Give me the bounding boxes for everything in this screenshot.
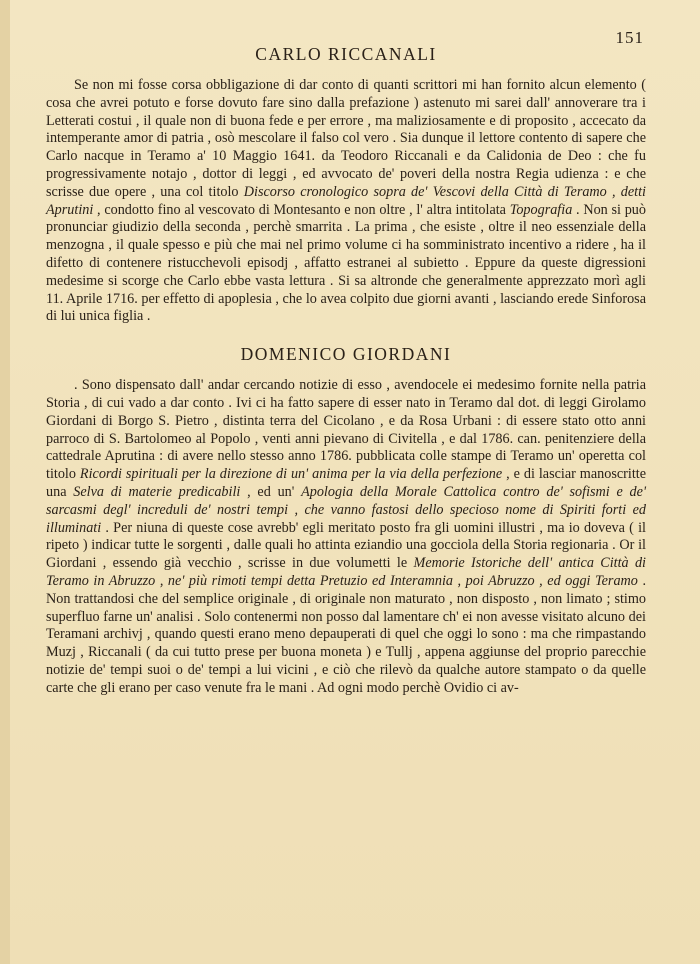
text-run: . Non trattandosi che del semplice originale , di originale non maturato , non disposto , non limato ; stimo superfluo farne un' analisi . Solo contenermi non posso dal lamentare ch' ei non avesse visitato alcuno dei Teramani archivj , quando questi erano meno depauperati di quel che oggi lo sono : ma che rimpastando Muzj , Riccanali ( da cui tutto prese per buona moneta ) e Tullj , appena aggiunse del proprio parecchie notizie de' tempi suoi o de' tempi a lui vicini , e ciò che rilevò da qualche autore stampato o da quelle carte che gli erano per caso venute fra le mani . Ad ogni modo perchè Ovidio ci av- — [46, 572, 647, 696]
section-heading-riccanali: CARLO RICCANALI — [255, 44, 437, 64]
italic-title: Memorie Istoriche dell' antica Città di Teramo in Abruzzo , ne' più rimoti tempi detta Pretuzio ed Interamnia , poi Abruzzo , ed oggi Teramo — [46, 555, 646, 589]
section-heading-giordani: DOMENICO GIORDANI — [240, 344, 452, 365]
text-run: , condotto fino al vescovato di Montesanto e non oltre , l' altra intitolata — [93, 201, 510, 218]
page-number: 151 — [615, 28, 644, 47]
text-run: , ed un' — [240, 483, 302, 500]
text-run: . Sono dispensato dall' andar cercando notizie di esso , avendocele ei medesimo fornite nella patria Storia , di cui vado a dar conto . Ivi ci ha fatto sapere di esser nato in Teramo dal dot. di leggi Girolamo Giordani di Borgo S. Pietro , distinta terra del Cicolano , e da Rosa Urbani : di essere stato otto anni parroco di S. Bartolomeo al Popolo , venti anni pievano di Civitella , e dal 1786. can. penitenziere della cattedrale Aprutina : di avere nello stesso anno 1786. pubblicata colle stampe di Teramo un' operetta col titolo — [46, 377, 646, 483]
italic-title: Ricordi spirituali per la direzione di un' anima per la via della perfezione — [79, 466, 503, 483]
italic-title: Selva di materie predicabili — [73, 483, 241, 500]
page-content — [46, 44, 646, 698]
text-run: . Non si può pronunciar giudizio della seconda , perchè smarrita . La prima , che esiste , oltre il neo essenziale della menzogna , il quale spesso e più che mai nel primo volume ci ha somministrato incentivo a ridere , ha il difetto di contenere ristucchevoli episodj , affatto estranei al subietto . Eppure da queste digressioni medesime si scorge che Carlo ebbe vasta lettura . Si sa altronde che generalmente apprezzato morì agli 11. Aprile 1716. per effetto di apoplesia , che lo avea colpito due giorni avanti , lasciando erede Sinforosa di lui unica figlia . — [46, 201, 646, 325]
text-run: Se non mi fosse corsa obbligazione di dar conto di quanti scrittori mi han fornito alcun elemento ( cosa che avrei potuto e forse dovuto fare sino dalla prefazione ) astenuto mi sarei dall' annoverare tra i Letterati costui , il quale non di buona fede e per errore , ma maliziosamente e di proposito , accecato da intemperante amor di patria , osò mescolare il falso col vero . Sia dunque il lettore contento di sapere che Carlo nacque in Teramo a' 10 Maggio 1641. da Teodoro Riccanali e da Calidonia de Deo : che fu progressivamente notajo , dottor di leggi , ed avvocato de' poveri della nostra Regia udienza : e che scrisse due opere , una col titolo — [46, 77, 646, 200]
italic-title: Topografia — [509, 201, 573, 218]
section-body-riccanali — [46, 77, 646, 326]
italic-title: Discorso cronologico sopra de' Vescovi della Città di Teramo , detti Aprutini — [46, 183, 646, 218]
text-run: , e di lasciar manoscritte una — [46, 466, 646, 500]
italic-title: Apologia della Morale Cattolica contro de' sofismi e de' sarcasmi degl' increduli de' nostri tempi , che vanno fastosi dello specioso nome di Spiriti forti ed illuminati — [46, 483, 646, 536]
text-run: . Per niuna di queste cose avrebb' egli meritato posto fra gli uomini illustri , ma io doveva ( il ripeto ) indicar tutte le sorgenti , dalle quali ho attinta eziandio una gocciola della Storia regionaria . Or il Giordani , essendo già vecchio , scrisse in due volumetti le — [46, 519, 646, 572]
section-body-giordani — [46, 377, 646, 697]
